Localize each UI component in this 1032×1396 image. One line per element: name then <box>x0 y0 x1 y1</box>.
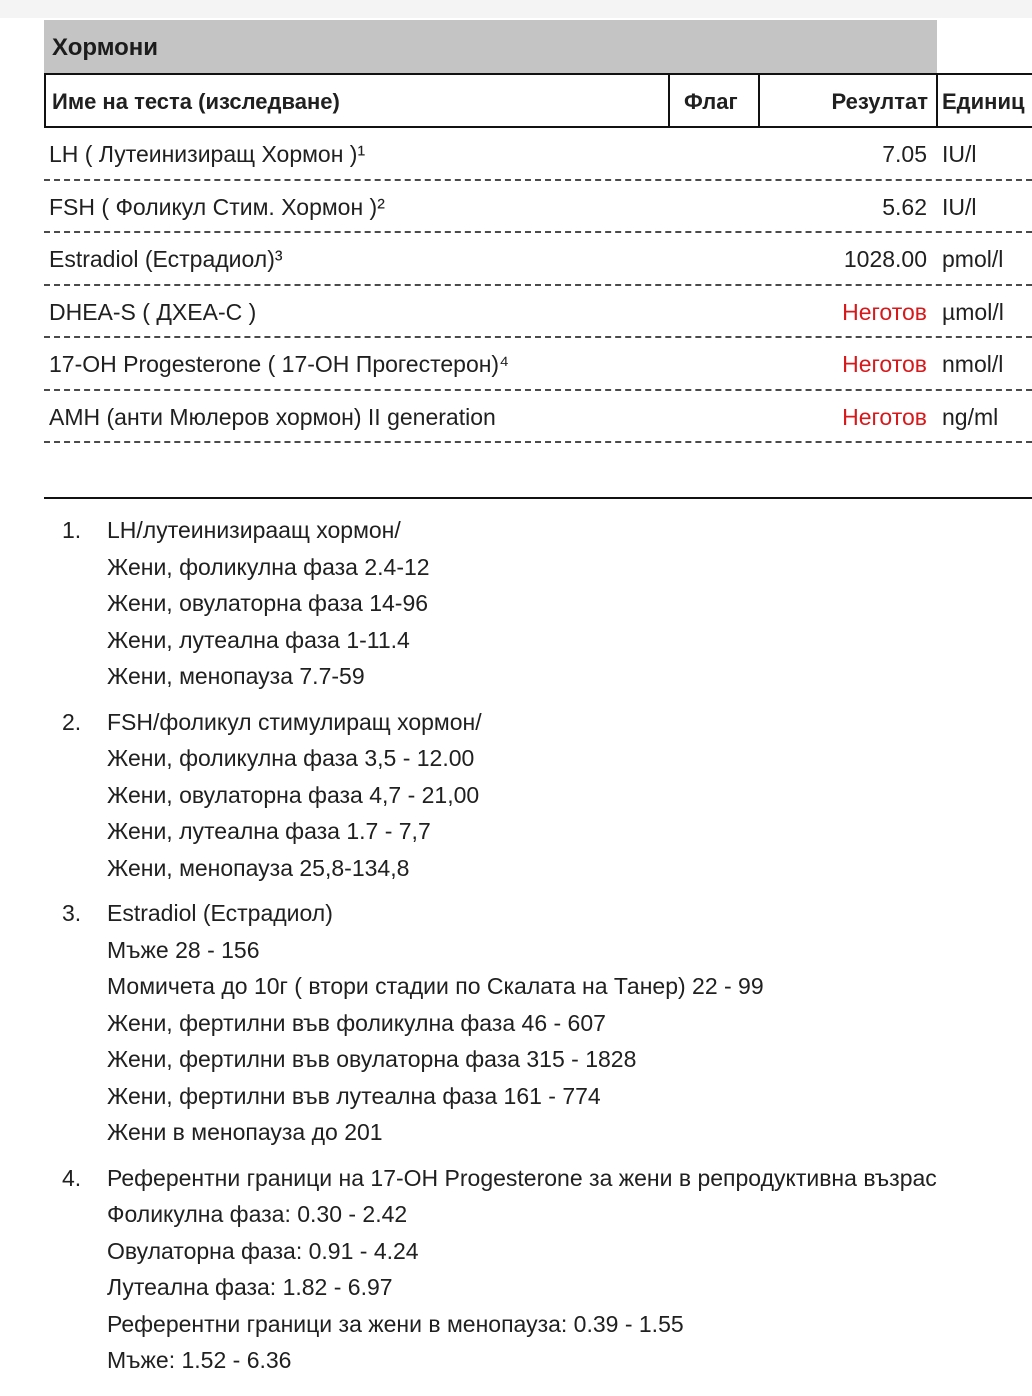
test-unit: IU/l <box>942 141 977 167</box>
results-table-body <box>44 128 1032 443</box>
test-result: 1028.00 <box>843 246 927 272</box>
note-line: Жени, лутеална фаза 1-11.4 <box>107 626 410 653</box>
test-name: Estradiol (Естрадиол)³ <box>49 246 283 272</box>
header-test-name: Име на теста (изследване) <box>46 75 670 126</box>
note-line: Жени, овулаторна фаза 14-96 <box>107 590 429 616</box>
note-line: Мъже: 1.52 - 6.36 <box>107 1347 292 1373</box>
test-result-pending: Неготов <box>842 351 927 377</box>
note-line: Овулаторна фаза: 0.91 - 4.24 <box>107 1237 419 1264</box>
note-line: FSH/фоликул стимулиращ хормон/ <box>107 708 482 735</box>
note-line: Лутеална фаза: 1.82 - 6.97 <box>107 1274 393 1300</box>
reference-notes <box>62 512 1032 1388</box>
note-line: Жени, овулаторна фаза 4,7 - 21,00 <box>107 781 480 808</box>
note-number: 4. <box>62 1164 82 1191</box>
note-line: Момичета до 10г ( втори стадии по Скалата на Танер) 22 - 99 <box>107 973 764 999</box>
note-item <box>62 895 1032 1151</box>
test-name: 17-OH Progesterone ( 17-OH Прогестерон)⁴ <box>49 351 509 377</box>
note-line: Жени, фертилни във овулаторна фаза 315 - 1828 <box>107 1046 637 1072</box>
test-name: DHEA-S ( ДХЕА-С ) <box>49 298 257 325</box>
test-unit: ng/ml <box>942 403 999 430</box>
note-line: Референтни граници за жени в менопауза: 0.39 - 1.55 <box>107 1310 684 1337</box>
table-header <box>44 73 1032 128</box>
test-result: 7.05 <box>882 141 927 167</box>
note-item <box>62 1160 1032 1379</box>
table-row <box>44 286 1032 339</box>
note-line: Жени, менопауза 25,8-134,8 <box>107 854 410 881</box>
note-line: Жени, фертилни във лутеална фаза 161 - 774 <box>107 1082 601 1109</box>
table-row <box>44 391 1032 444</box>
note-line: Estradiol (Естрадиол) <box>107 900 333 926</box>
note-line: Жени в менопауза до 201 <box>107 1119 383 1145</box>
test-name: LH ( Лутеинизиращ Хормон )¹ <box>49 141 366 167</box>
test-name: AMH (анти Мюлеров хормон) II generation <box>49 403 496 430</box>
note-line: Жени, лутеална фаза 1.7 - 7,7 <box>107 818 431 844</box>
table-row <box>44 338 1032 391</box>
test-result-pending: Неготов <box>842 403 927 430</box>
note-number: 2. <box>62 708 82 735</box>
note-line: Жени, фоликулна фаза 2.4-12 <box>107 553 430 580</box>
test-unit: pmol/l <box>942 246 1004 272</box>
note-item <box>62 704 1032 887</box>
note-number: 3. <box>62 900 82 926</box>
note-line: Мъже 28 - 156 <box>107 936 260 963</box>
test-result: 5.62 <box>882 193 927 220</box>
note-line: Референтни граници на 17-OH Progesterone за жени в репродуктивна възрас <box>107 1164 937 1191</box>
header-result: Резултат <box>760 75 938 126</box>
note-line: Жени, фертилни във фоликулна фаза 46 - 607 <box>107 1009 606 1036</box>
section-divider <box>44 497 1032 499</box>
section-title: Хормони <box>44 20 937 74</box>
note-line: Жени, фоликулна фаза 3,5 - 12.00 <box>107 745 475 771</box>
table-row <box>44 181 1032 234</box>
test-name: FSH ( Фоликул Стим. Хормон )² <box>49 193 385 220</box>
table-row <box>44 233 1032 286</box>
test-unit: IU/l <box>942 193 977 220</box>
header-unit: Единиц <box>942 89 1025 114</box>
note-item <box>62 512 1032 695</box>
header-flag: Флаг <box>670 75 760 126</box>
note-line: Жени, менопауза 7.7-59 <box>107 663 365 689</box>
table-row <box>44 128 1032 181</box>
top-edge <box>0 0 1032 18</box>
note-line: LH/лутеинизираащ хормон/ <box>107 517 401 543</box>
test-unit: µmol/l <box>942 298 1004 325</box>
test-unit: nmol/l <box>942 351 1004 377</box>
note-line: Фоликулна фаза: 0.30 - 2.42 <box>107 1201 408 1227</box>
note-number: 1. <box>62 517 82 543</box>
test-result-pending: Неготов <box>842 298 927 325</box>
